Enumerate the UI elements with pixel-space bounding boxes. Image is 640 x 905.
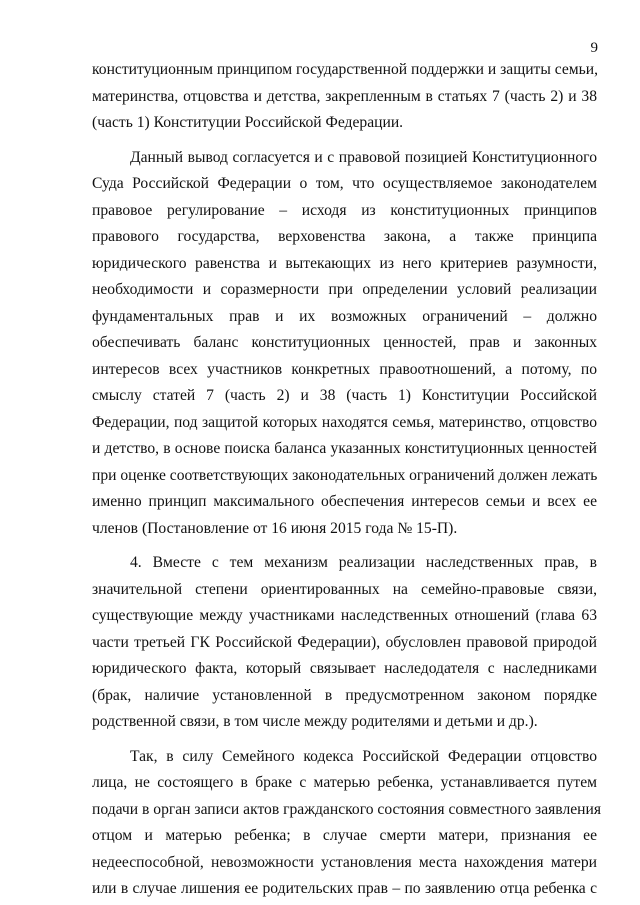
text-line: членов (Постановление от 16 июня 2015 года № 15-П).: [92, 519, 458, 537]
text-line: отцом и матерью ребенка; в случае смерти матери, признания ее: [92, 827, 597, 844]
text-line: юридического равенства и вытекающих из него критериев разумности,: [92, 254, 597, 272]
text-line: (брак, наличие установленной в предусмотренном законом порядке: [92, 686, 597, 704]
text-line: существующие между участниками наследственных отношений (глава 63: [92, 607, 597, 624]
page-number: 9: [590, 40, 598, 56]
text-line: обеспечивать баланс конституционных ценностей, прав и законных: [92, 334, 597, 351]
text-line: Суда Российской Федерации о том, что осуществляемое законодателем: [92, 175, 597, 192]
text-line: смыслу статей 7 (часть 2) и 38 (часть 1) Конституции Российской: [92, 387, 597, 404]
text-line: значительной степени ориентированных на семейно-правовые связи,: [92, 580, 597, 598]
paragraph-constitutional-court-position: [92, 145, 597, 543]
text-line: лица, не состоящего в браке с матерью ребенка, устанавливается путем: [92, 774, 597, 791]
text-line: родственной связи, в том числе между родителями и детьми и др.).: [92, 713, 538, 730]
text-line: необходимости и соразмерности при определении условий реализации: [92, 281, 597, 298]
paragraph-family-code: [92, 744, 602, 903]
text-line: Данный вывод согласуется и с правовой позицией Конституционного: [130, 148, 597, 166]
text-line: материнства, отцовства и детства, закрепленным в статьях 7 (часть 2) и 38: [92, 87, 597, 105]
text-line: фундаментальных прав и их возможных ограничений – должно: [92, 307, 597, 325]
paragraph-continuation: [92, 57, 597, 137]
text-line: конституционным принципом государственной поддержки и защиты семьи,: [92, 61, 598, 78]
text-line: юридического факта, который связывает наследодателя с наследниками: [92, 660, 597, 677]
text-line: именно принцип максимального обеспечения интересов семьи и всех ее: [92, 493, 597, 510]
text-line: Так, в силу Семейного кодекса Российской Федерации отцовство: [130, 747, 597, 765]
text-line: и детство, в основе поиска баланса указанных конституционных ценностей: [92, 440, 597, 457]
text-line: Федерации, под защитой которых находятся семья, материнство, отцовство: [92, 413, 597, 431]
paragraph-section-4: [92, 550, 597, 736]
text-line: при оценке соответствующих законодательных ограничений должен лежать: [92, 466, 598, 484]
text-line: правовое регулирование – исходя из конституционных принципов: [92, 201, 597, 219]
text-line: правового государства, верховенства закона, а также принципа: [92, 228, 597, 245]
text-line: части третьей ГК Российской Федерации), обусловлен правовой природой: [92, 633, 597, 651]
text-line: интересов всех участников конкретных правоотношений, а потому, по: [92, 360, 597, 378]
text-line: подачи в орган записи актов гражданского состояния совместного заявления: [92, 800, 602, 818]
text-line: 4. Вместе с тем механизм реализации наследственных прав, в: [130, 554, 597, 571]
text-line: (часть 1) Конституции Российской Федерации.: [92, 114, 404, 131]
text-line: недееспособной, невозможности установления места нахождения матери: [92, 853, 597, 871]
document-body: [92, 57, 602, 903]
text-line: или в случае лишения ее родительских прав – по заявлению отца ребенка с: [92, 880, 597, 897]
